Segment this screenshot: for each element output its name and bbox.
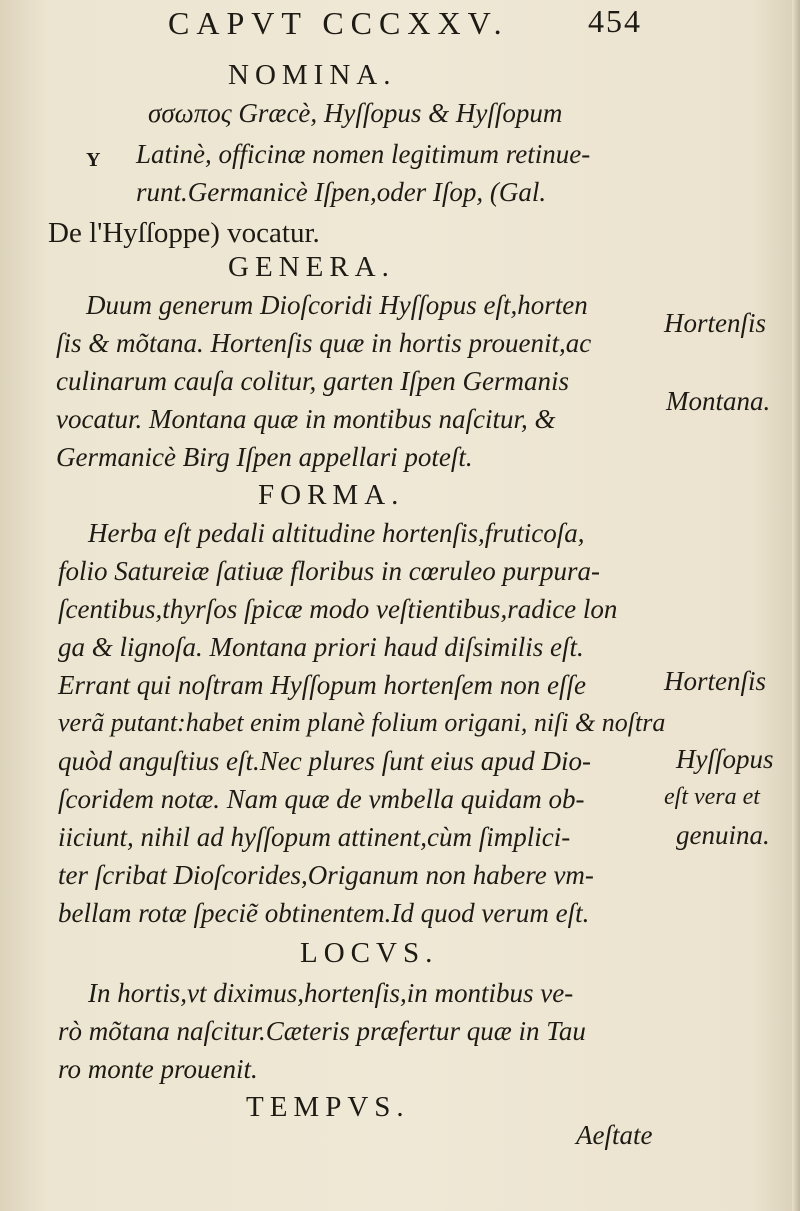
margin-note-hyssopus: Hyſſopus bbox=[676, 744, 774, 774]
text-line: vocatur. Montana quæ in montibus naſcitur, & bbox=[56, 404, 556, 434]
margin-note-hortensis: Hortenſis bbox=[664, 308, 767, 338]
text-line: ſis & mõtana. Hortenſis quæ in hortis prouenit,ac bbox=[56, 328, 592, 358]
margin-note-montana: Montana. bbox=[666, 386, 771, 416]
text-line: verã putant:habet enim planè folium origani, niſi & noſtra bbox=[58, 708, 666, 737]
chapter-title: CAPVT CCCXXV. bbox=[168, 5, 509, 41]
margin-letter-y: Y bbox=[86, 149, 101, 171]
margin-note-hortensis-2: Hortenſis bbox=[664, 666, 767, 696]
page-number: 454 bbox=[588, 3, 642, 39]
text-line: runt.Germanicè Iſpen,oder Iſop, (Gal. bbox=[136, 177, 547, 207]
text-line: folio Satureiæ ſatiuæ floribus in cœruleo purpura- bbox=[58, 556, 601, 586]
text-line: Latinè, officinæ nomen legitimum retinue- bbox=[136, 139, 591, 169]
heading-forma: FORMA. bbox=[258, 479, 405, 511]
heading-locus: LOCVS. bbox=[300, 937, 439, 969]
text-line: De l'Hyſſoppe) vocatur. bbox=[48, 217, 320, 249]
heading-nomina: NOMINA. bbox=[228, 59, 397, 91]
text-line: iiciunt, nihil ad hyſſopum attinent,cùm ſimplici- bbox=[58, 822, 571, 852]
margin-note-genuina: genuina. bbox=[676, 820, 770, 850]
text-line: σσωπος Græcè, Hyſſopus & Hyſſopum bbox=[148, 98, 563, 128]
text-line: culinarum cauſa colitur, garten Iſpen Germanis bbox=[56, 366, 569, 396]
text-line: ga & lignoſa. Montana priori haud diſsimilis eſt. bbox=[58, 632, 584, 662]
catchword: Aeſtate bbox=[576, 1120, 653, 1150]
text-line: quòd anguſtius eſt.Nec plures ſunt eius apud Dio- bbox=[58, 746, 591, 776]
page-edge bbox=[792, 0, 800, 1211]
text-line: ſcentibus,thyrſos ſpicæ modo veſtientibus,radice lon bbox=[58, 594, 618, 624]
heading-tempus: TEMPVS. bbox=[246, 1091, 410, 1123]
text-line: Errant qui noſtram Hyſſopum hortenſem non eſſe bbox=[58, 670, 586, 700]
text-line: Duum generum Dioſcoridi Hyſſopus eſt,horten bbox=[86, 290, 588, 320]
text-line: bellam rotæ ſpeciẽ obtinentem.Id quod verum eſt. bbox=[58, 898, 590, 928]
text-line: ter ſcribat Dioſcorides,Origanum non habere vm- bbox=[58, 860, 594, 890]
text-line: rò mõtana naſcitur.Cæteris præfertur quæ in Tau bbox=[58, 1016, 586, 1046]
text-line: In hortis,vt diximus,hortenſis,in montibus ve- bbox=[88, 978, 574, 1008]
heading-genera: GENERA. bbox=[228, 251, 395, 283]
text-line: Germanicè Birg Iſpen appellari poteſt. bbox=[56, 442, 473, 472]
text-line: ſcoridem notæ. Nam quæ de vmbella quidam ob- bbox=[58, 784, 585, 814]
margin-note-est-vera: eſt vera et bbox=[664, 784, 760, 810]
text-line: ro monte prouenit. bbox=[58, 1054, 258, 1084]
text-line: Herba eſt pedali altitudine hortenſis,fruticoſa, bbox=[88, 518, 585, 548]
